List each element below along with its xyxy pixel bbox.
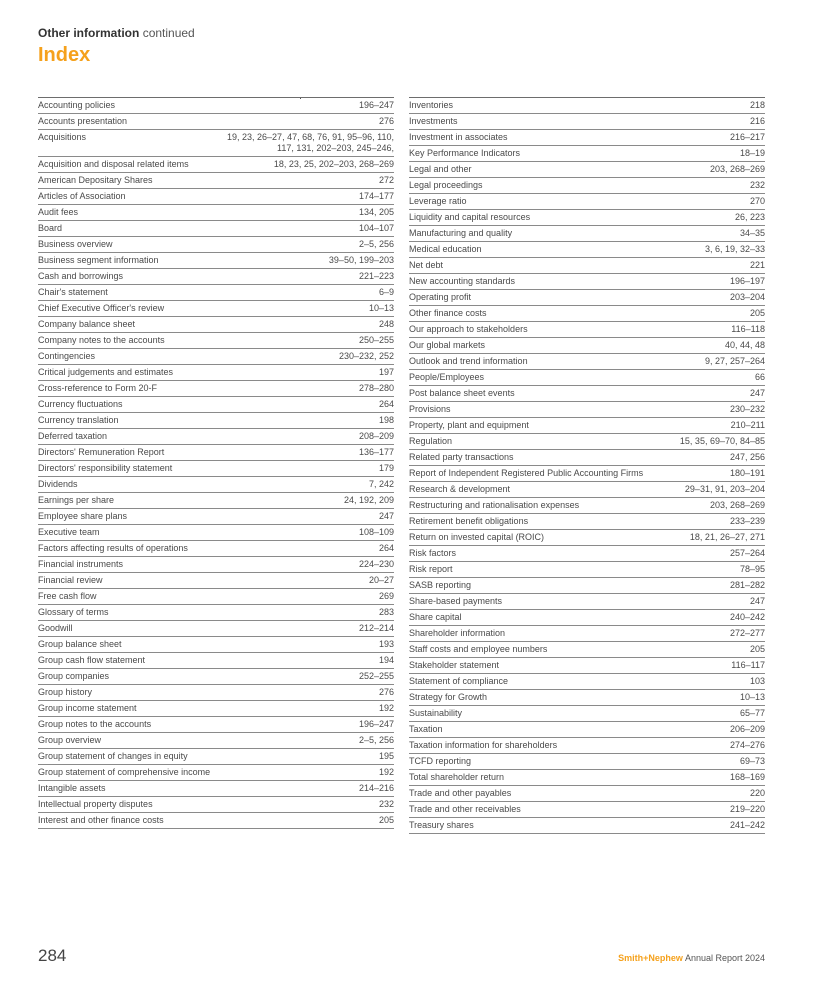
index-term: Audit fees <box>38 207 79 217</box>
index-term: Company notes to the accounts <box>38 335 165 345</box>
index-pages: 216 <box>749 116 765 126</box>
index-pages: 24, 192, 209 <box>343 495 394 505</box>
index-term: Risk report <box>409 564 453 574</box>
index-pages: 221–223 <box>358 271 394 281</box>
index-entry <box>38 493 394 509</box>
index-entry <box>409 450 765 466</box>
index-term: Business segment information <box>38 255 159 265</box>
index-entry <box>409 274 765 290</box>
index-term: Deferred taxation <box>38 431 108 441</box>
index-entry <box>38 333 394 349</box>
index-pages: 264 <box>378 543 394 553</box>
footer-brand-line <box>618 953 765 963</box>
index-pages: 196–197 <box>729 276 765 286</box>
index-pages: 230–232, 252 <box>338 351 394 361</box>
index-pages: 214–216 <box>358 783 394 793</box>
index-term: Group income statement <box>38 703 137 713</box>
index-entry <box>409 610 765 626</box>
index-entry <box>38 813 394 829</box>
index-pages: 116–118 <box>731 324 765 334</box>
index-pages: 193 <box>378 639 394 649</box>
index-term: TCFD reporting <box>409 756 472 766</box>
index-entry <box>409 434 765 450</box>
index-term: Legal and other <box>409 164 472 174</box>
brand-name: Smith+Nephew <box>618 953 683 963</box>
index-pages: 19, 23, 26–27, 47, 68, 76, 91, 95–96, 110, 117, 131, 202–203, 245–246, <box>227 132 394 153</box>
index-term: Goodwill <box>38 623 73 633</box>
index-pages: 232 <box>378 799 394 809</box>
index-term: Strategy for Growth <box>409 692 488 702</box>
index-term: Glossary of terms <box>38 607 109 617</box>
index-term: Chair's statement <box>38 287 108 297</box>
index-term: Treasury shares <box>409 820 474 830</box>
index-term: Currency translation <box>38 415 119 425</box>
index-pages: 272–277 <box>729 628 765 638</box>
index-term: Free cash flow <box>38 591 97 601</box>
index-pages: 18, 21, 26–27, 271 <box>689 532 765 542</box>
index-entry <box>409 178 765 194</box>
index-entry <box>38 541 394 557</box>
index-entry <box>409 242 765 258</box>
index-entry <box>38 381 394 397</box>
index-pages: 15, 35, 69–70, 84–85 <box>679 436 765 446</box>
index-entry <box>409 594 765 610</box>
index-pages: 247 <box>749 596 765 606</box>
index-pages: 281–282 <box>729 580 765 590</box>
index-entry <box>38 189 394 205</box>
index-pages: 233–239 <box>729 516 765 526</box>
index-pages: 240–242 <box>729 612 765 622</box>
index-term: Shareholder information <box>409 628 506 638</box>
index-pages: 194 <box>378 655 394 665</box>
index-entry <box>38 397 394 413</box>
index-term: Our global markets <box>409 340 486 350</box>
index-entry <box>38 589 394 605</box>
index-entry <box>38 461 394 477</box>
index-pages: 269 <box>378 591 394 601</box>
index-pages: 241–242 <box>729 820 765 830</box>
index-entry <box>38 637 394 653</box>
index-term: Sustainability <box>409 708 463 718</box>
index-term: Regulation <box>409 436 453 446</box>
index-entry <box>409 194 765 210</box>
index-term: Factors affecting results of operations <box>38 543 188 553</box>
index-entry <box>38 573 394 589</box>
index-entry <box>409 226 765 242</box>
index-entry <box>409 514 765 530</box>
index-pages: 232 <box>749 180 765 190</box>
index-entry <box>38 445 394 461</box>
index-pages: 168–169 <box>729 772 765 782</box>
index-pages: 248 <box>378 319 394 329</box>
index-pages: 40, 44, 48 <box>724 340 765 350</box>
index-term: Group statement of comprehensive income <box>38 767 211 777</box>
index-pages: 104–107 <box>358 223 394 233</box>
index-term: Group statement of changes in equity <box>38 751 188 761</box>
index-pages: 247, 256 <box>729 452 765 462</box>
index-entry <box>38 557 394 573</box>
index-term: Accounts presentation <box>38 116 128 126</box>
index-entry <box>409 162 765 178</box>
index-pages: 276 <box>378 687 394 697</box>
index-term: Group cash flow statement <box>38 655 146 665</box>
index-term: Intangible assets <box>38 783 106 793</box>
index-term: Critical judgements and estimates <box>38 367 174 377</box>
index-term: Other finance costs <box>409 308 487 318</box>
index-term: Taxation information for shareholders <box>409 740 558 750</box>
index-pages: 247 <box>749 388 765 398</box>
index-entry <box>38 621 394 637</box>
index-pages: 65–77 <box>739 708 765 718</box>
index-entry <box>38 733 394 749</box>
index-pages: 198 <box>378 415 394 425</box>
index-pages: 136–177 <box>358 447 394 457</box>
index-entry <box>409 754 765 770</box>
index-pages: 252–255 <box>358 671 394 681</box>
index-entry <box>38 237 394 253</box>
index-term: Stakeholder statement <box>409 660 500 670</box>
index-pages: 192 <box>378 703 394 713</box>
index-entry <box>409 386 765 402</box>
index-entry <box>409 418 765 434</box>
index-pages: 39–50, 199–203 <box>328 255 394 265</box>
section-header <box>38 26 195 40</box>
index-entry <box>409 738 765 754</box>
index-pages: 2–5, 256 <box>358 239 394 249</box>
index-entry <box>38 98 394 114</box>
index-term: New accounting standards <box>409 276 516 286</box>
index-pages: 278–280 <box>358 383 394 393</box>
index-term: Interest and other finance costs <box>38 815 164 825</box>
index-term: Earnings per share <box>38 495 115 505</box>
index-term: Cash and borrowings <box>38 271 124 281</box>
index-term: Taxation <box>409 724 443 734</box>
index-pages: 276 <box>378 116 394 126</box>
index-entry <box>38 205 394 221</box>
index-term: Staff costs and employee numbers <box>409 644 548 654</box>
index-entry <box>409 370 765 386</box>
index-entry <box>409 498 765 514</box>
index-pages: 197 <box>378 367 394 377</box>
index-entry <box>409 818 765 834</box>
index-entry <box>409 770 765 786</box>
index-pages: 196–247 <box>358 100 394 110</box>
index-pages: 203, 268–269 <box>709 164 765 174</box>
index-pages: 6–9 <box>378 287 394 297</box>
index-entry <box>409 98 765 114</box>
index-entry <box>38 525 394 541</box>
index-term: Manufacturing and quality <box>409 228 513 238</box>
index-pages: 272 <box>378 175 394 185</box>
index-pages: 18, 23, 25, 202–203, 268–269 <box>273 159 394 169</box>
index-pages: 216–217 <box>729 132 765 142</box>
index-entry <box>409 786 765 802</box>
index-term: American Depositary Shares <box>38 175 153 185</box>
index-pages: 174–177 <box>358 191 394 201</box>
index-pages: 250–255 <box>358 335 394 345</box>
index-term: Risk factors <box>409 548 457 558</box>
index-entry <box>38 157 394 173</box>
index-term: Legal proceedings <box>409 180 483 190</box>
index-term: Group balance sheet <box>38 639 122 649</box>
index-pages: 203, 268–269 <box>709 500 765 510</box>
index-term: Share-based payments <box>409 596 503 606</box>
index-term: Our approach to stakeholders <box>409 324 528 334</box>
index-term: Group overview <box>38 735 102 745</box>
index-pages: 10–13 <box>368 303 394 313</box>
index-pages: 205 <box>749 308 765 318</box>
index-term: Chief Executive Officer's review <box>38 303 165 313</box>
index-pages: 247 <box>378 511 394 521</box>
index-term: Currency fluctuations <box>38 399 123 409</box>
index-term: Trade and other receivables <box>409 804 521 814</box>
index-entry <box>409 146 765 162</box>
index-column-right <box>409 97 765 834</box>
index-entry <box>409 626 765 642</box>
index-entry <box>38 301 394 317</box>
index-entry <box>38 130 394 157</box>
index-term: Return on invested capital (ROIC) <box>409 532 545 542</box>
index-term: Group notes to the accounts <box>38 719 152 729</box>
index-term: Post balance sheet events <box>409 388 515 398</box>
index-pages: 134, 205 <box>358 207 394 217</box>
index-entry <box>409 722 765 738</box>
index-entry <box>409 658 765 674</box>
index-term: Intellectual property disputes <box>38 799 153 809</box>
index-term: Outlook and trend information <box>409 356 528 366</box>
index-entry <box>409 354 765 370</box>
index-term: Leverage ratio <box>409 196 467 206</box>
index-pages: 108–109 <box>358 527 394 537</box>
index-pages: 224–230 <box>358 559 394 569</box>
index-entry <box>409 562 765 578</box>
index-pages: 66 <box>754 372 765 382</box>
index-term: Contingencies <box>38 351 96 361</box>
index-term: Directors' Remuneration Report <box>38 447 165 457</box>
index-term: Business overview <box>38 239 113 249</box>
index-entry <box>38 717 394 733</box>
index-pages: 203–204 <box>729 292 765 302</box>
index-term: Research & development <box>409 484 511 494</box>
index-entry <box>409 578 765 594</box>
index-term: Acquisition and disposal related items <box>38 159 189 169</box>
index-term: Trade and other payables <box>409 788 512 798</box>
index-term: Directors' responsibility statement <box>38 463 173 473</box>
index-term: Accounting policies <box>38 100 116 110</box>
index-pages: 274–276 <box>729 740 765 750</box>
index-pages: 10–13 <box>739 692 765 702</box>
index-entry <box>38 349 394 365</box>
index-entry <box>38 221 394 237</box>
index-entry <box>409 290 765 306</box>
index-entry <box>409 546 765 562</box>
index-entry <box>38 797 394 813</box>
index-entry <box>409 402 765 418</box>
index-pages: 9, 27, 257–264 <box>704 356 765 366</box>
index-pages: 218 <box>749 100 765 110</box>
index-pages: 205 <box>749 644 765 654</box>
index-term: Provisions <box>409 404 451 414</box>
index-term: Total shareholder return <box>409 772 505 782</box>
index-pages: 180–191 <box>729 468 765 478</box>
index-term: Share capital <box>409 612 462 622</box>
index-term: Statement of compliance <box>409 676 509 686</box>
index-entry <box>409 306 765 322</box>
index-term: Executive team <box>38 527 100 537</box>
index-pages: 195 <box>378 751 394 761</box>
index-entry <box>409 130 765 146</box>
index-pages: 205 <box>378 815 394 825</box>
index-term: Operating profit <box>409 292 472 302</box>
index-pages: 206–209 <box>729 724 765 734</box>
index-pages: 270 <box>749 196 765 206</box>
index-pages: 219–220 <box>729 804 765 814</box>
index-entry <box>38 429 394 445</box>
index-pages: 78–95 <box>739 564 765 574</box>
index-entry <box>38 173 394 189</box>
index-term: Medical education <box>409 244 482 254</box>
index-entry <box>38 669 394 685</box>
index-pages: 283 <box>378 607 394 617</box>
index-pages: 179 <box>378 463 394 473</box>
index-entry <box>38 114 394 130</box>
section-name: Other information <box>38 26 140 40</box>
index-pages: 116–117 <box>731 660 765 670</box>
index-pages: 3, 6, 19, 32–33 <box>704 244 765 254</box>
index-entry <box>38 509 394 525</box>
index-term: Employee share plans <box>38 511 128 521</box>
index-pages: 196–247 <box>358 719 394 729</box>
index-pages: 220 <box>749 788 765 798</box>
index-pages: 26, 223 <box>734 212 765 222</box>
index-term: Dividends <box>38 479 78 489</box>
index-entry <box>409 466 765 482</box>
index-pages: 192 <box>378 767 394 777</box>
index-term: Related party transactions <box>409 452 514 462</box>
section-continued: continued <box>142 26 195 40</box>
index-entry <box>38 285 394 301</box>
index-pages: 221 <box>749 260 765 270</box>
index-entry <box>409 642 765 658</box>
index-pages: 212–214 <box>358 623 394 633</box>
index-entry <box>409 482 765 498</box>
index-entry <box>38 701 394 717</box>
index-term: Group companies <box>38 671 110 681</box>
index-term: Inventories <box>409 100 454 110</box>
index-term: Company balance sheet <box>38 319 136 329</box>
index-entry <box>38 685 394 701</box>
index-pages: 34–35 <box>739 228 765 238</box>
index-entry <box>409 258 765 274</box>
index-pages: 210–211 <box>730 420 765 430</box>
index-pages: 69–73 <box>739 756 765 766</box>
index-term: People/Employees <box>409 372 485 382</box>
index-term: SASB reporting <box>409 580 472 590</box>
index-entry <box>38 781 394 797</box>
report-title: Annual Report 2024 <box>684 953 765 963</box>
index-pages: 29–31, 91, 203–204 <box>684 484 765 494</box>
index-pages: 103 <box>749 676 765 686</box>
index-entry <box>38 605 394 621</box>
index-term: Report of Independent Registered Public Accounting Firms <box>409 468 644 478</box>
index-term: Investments <box>409 116 458 126</box>
index-column-left <box>38 97 394 829</box>
index-term: Retirement benefit obligations <box>409 516 529 526</box>
index-term: Liquidity and capital resources <box>409 212 531 222</box>
index-pages: 20–27 <box>368 575 394 585</box>
index-pages: 208–209 <box>358 431 394 441</box>
index-entry <box>409 322 765 338</box>
index-entry <box>38 253 394 269</box>
index-term: Board <box>38 223 63 233</box>
index-entry <box>409 802 765 818</box>
index-term: Cross-reference to Form 20-F <box>38 383 158 393</box>
index-entry <box>38 765 394 781</box>
index-pages: 257–264 <box>729 548 765 558</box>
page-title: Index <box>38 44 91 66</box>
index-entry <box>38 365 394 381</box>
index-term: Acquisitions <box>38 132 87 142</box>
index-term: Financial review <box>38 575 103 585</box>
index-entry <box>409 114 765 130</box>
page-number: 284 <box>38 946 67 965</box>
index-entry <box>409 530 765 546</box>
index-pages: 18–19 <box>739 148 765 158</box>
index-entry <box>38 749 394 765</box>
index-entry <box>38 653 394 669</box>
index-term: Key Performance Indicators <box>409 148 521 158</box>
index-term: Restructuring and rationalisation expenses <box>409 500 580 510</box>
index-entry <box>38 269 394 285</box>
index-entry <box>38 477 394 493</box>
index-term: Investment in associates <box>409 132 508 142</box>
index-entry <box>38 317 394 333</box>
index-entry <box>409 338 765 354</box>
index-pages: 264 <box>378 399 394 409</box>
index-term: Net debt <box>409 260 444 270</box>
index-entry <box>409 674 765 690</box>
index-pages: 2–5, 256 <box>358 735 394 745</box>
index-entry <box>409 706 765 722</box>
index-term: Property, plant and equipment <box>409 420 529 430</box>
index-entry <box>38 413 394 429</box>
index-entry <box>409 210 765 226</box>
index-term: Group history <box>38 687 93 697</box>
index-term: Articles of Association <box>38 191 126 201</box>
index-term: Financial instruments <box>38 559 124 569</box>
index-pages: 230–232 <box>729 404 765 414</box>
index-entry <box>409 690 765 706</box>
index-pages: 7, 242 <box>368 479 394 489</box>
